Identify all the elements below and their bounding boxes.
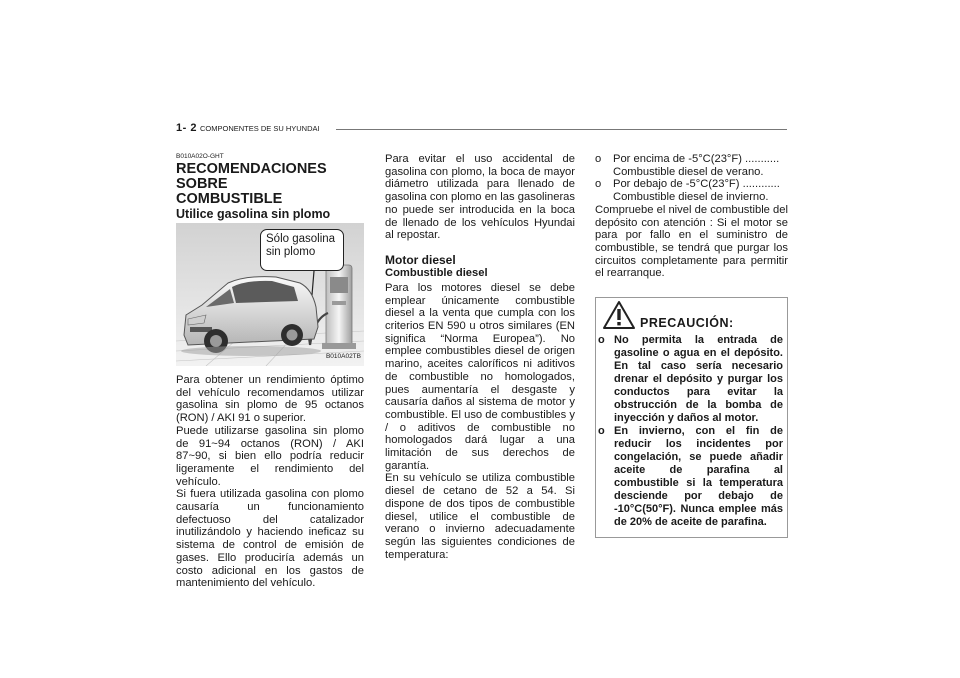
left-column	[176, 153, 364, 590]
section-code: B010A02O-GHT	[176, 153, 224, 160]
list-item	[595, 178, 788, 203]
caution-item-text: En invierno, con el fin de reducir los incidentes por congelación, se puede añadir aceite de parafina al combustible si la temperatura desciende por debajo de -10°C(50°F). Nunca emplee más de 20% de aceite de parafina.	[614, 425, 783, 529]
unleaded-only-callout	[260, 229, 344, 271]
paragraph: Compruebe el nivel de combustible del depósito con atención : Si el motor se para por fallo en el suministro de combustible, se tendrá que purgar los circuitos completamente para permitir el rearranque.	[595, 203, 788, 280]
list-item-line1: Por debajo de -5°C(23°F) ............	[613, 178, 780, 191]
diesel-subheading: Combustible diesel	[385, 266, 488, 279]
fuel-pump-illustration	[176, 223, 364, 366]
diesel-heading: Motor diesel	[385, 252, 456, 267]
paragraph: En su vehículo se utiliza combustible diesel de cetano de 52 a 54. Si dispone de dos tipos de combustible diesel, utilice el combustible de verano o invierno adecuadamente según las siguientes condiciones de temperatura:	[385, 472, 575, 561]
right-column	[595, 153, 788, 538]
caution-box	[595, 297, 788, 538]
section-title-line1: RECOMENDACIONES SOBRE	[176, 161, 327, 192]
page-header	[176, 122, 786, 136]
caution-item	[598, 334, 783, 425]
section-title-line2: COMBUSTIBLE	[176, 191, 283, 207]
paragraph: Si fuera utilizada gasolina con plomo causaría un funcionamiento defectuoso del catalizador inutilizándolo y haciendo ineficaz su sistema de control de emisión de gases. Ello produciría además un costo adicional en los gastos de mantenimiento del vehículo.	[176, 488, 364, 590]
list-item-line2: Combustible diesel de verano.	[613, 165, 764, 178]
list-item-line2: Combustible diesel de invierno.	[613, 191, 769, 204]
figure-code: B010A02TB	[325, 353, 361, 361]
paragraph: Puede utilizarse gasolina sin plomo de 91~94 octanos (RON) / AKI 87~90, si bien ello podría reducir ligeramente el rendimiento del vehículo.	[176, 424, 364, 488]
section-title: COMPONENTES DE SU HYUNDAI	[200, 124, 320, 133]
caution-item-text: No permita la entrada de gasoline o agua en el depósito. En tal caso sería necesario drenar el depósito y purgar los conductos para evitar la obstrucción de la bomba de inyección y daños al motor.	[614, 334, 783, 425]
warning-triangle-icon	[602, 300, 636, 330]
callout-line1: Sólo gasolina	[266, 233, 336, 245]
paragraph: Para los motores diesel se debe emplear únicamente combustible diesel a la venta que cumpla con los criterios EN 590 u otros similares (EN significa “Norma Europea”). No emplee combustibles diesel de origen marino, aceites caloríficos ni aditivos de combustible no homologados, pues aumentaría el desgaste y causaría daños al sistema de motor y combustible. El uso de combustibles y / o aditivos de combustible no homologados dará lugar a una limitación de sus derechos de garantía.	[385, 281, 575, 472]
callout-line2: sin plomo	[266, 246, 316, 258]
caution-item	[598, 425, 783, 529]
list-bullet: o	[598, 334, 605, 347]
header-rule	[336, 129, 787, 130]
list-bullet: o	[595, 178, 602, 191]
page-number: 1- 2	[176, 122, 197, 134]
list-item-line1: Por encima de -5°C(23°F) ...........	[613, 153, 780, 165]
list-item	[595, 153, 788, 178]
section-subtitle: Utilice gasolina sin plomo	[176, 207, 331, 221]
middle-column	[385, 153, 575, 561]
list-bullet: o	[598, 425, 605, 438]
caution-title: PRECAUCIÓN:	[640, 316, 734, 331]
list-bullet: o	[595, 153, 602, 165]
paragraph: Para obtener un rendimiento óptimo del vehículo recomendamos utilizar gasolina sin plomo de 95 octanos (RON) / AKI 91 o superior.	[176, 374, 364, 425]
paragraph: Para evitar el uso accidental de gasolina con plomo, la boca de mayor diámetro utilizada para llenado de gasolina con plomo en las gasolineras no puede ser introducida en la boca de llenado de los vehículos Hyundai al repostar.	[385, 153, 575, 242]
